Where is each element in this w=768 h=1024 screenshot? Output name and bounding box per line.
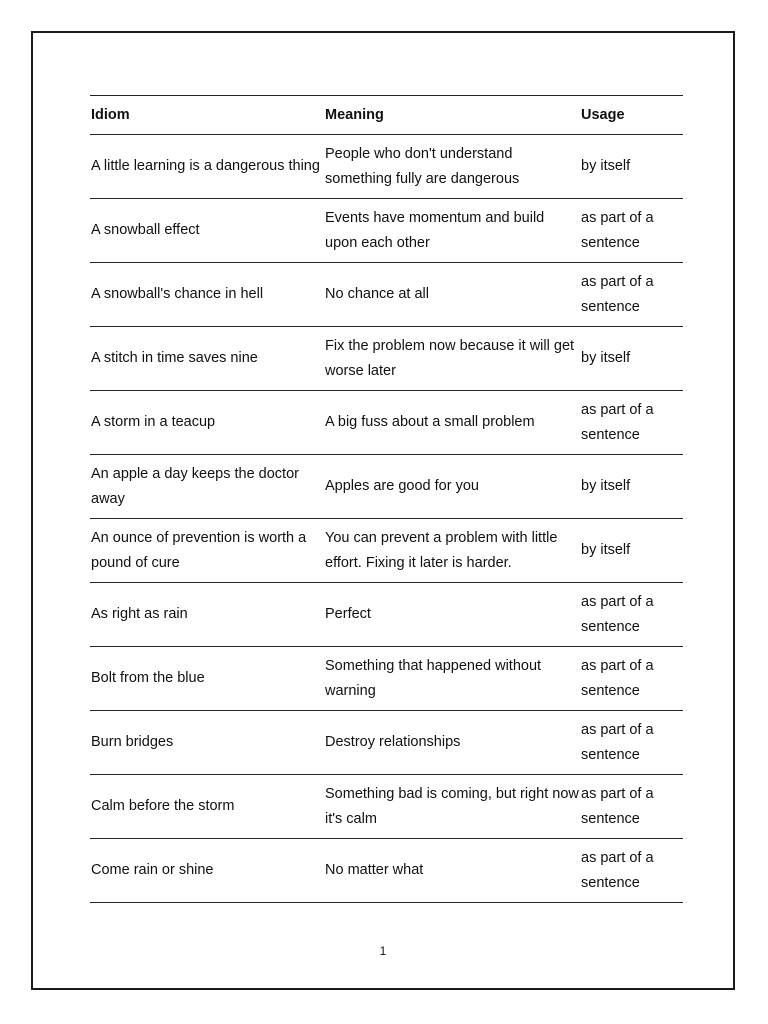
- idiom-cell: Calm before the storm: [90, 775, 324, 839]
- idiom-cell: A snowball's chance in hell: [90, 263, 324, 327]
- table-row: [90, 775, 683, 839]
- header-usage: Usage: [580, 96, 683, 135]
- table-row: [90, 135, 683, 199]
- meaning-cell: No matter what: [324, 839, 580, 903]
- header-meaning: Meaning: [324, 96, 580, 135]
- meaning-cell: Fix the problem now because it will get worse later: [324, 327, 580, 391]
- idiom-cell: Bolt from the blue: [90, 647, 324, 711]
- table-row: [90, 583, 683, 647]
- usage-cell: as part of a sentence: [580, 263, 683, 327]
- meaning-cell: People who don't understand something fully are dangerous: [324, 135, 580, 199]
- table-row: [90, 263, 683, 327]
- meaning-cell: Events have momentum and build upon each other: [324, 199, 580, 263]
- idiom-cell: A storm in a teacup: [90, 391, 324, 455]
- idiom-cell: A snowball effect: [90, 199, 324, 263]
- usage-cell: as part of a sentence: [580, 583, 683, 647]
- idiom-cell: Burn bridges: [90, 711, 324, 775]
- table-body: [90, 135, 683, 903]
- page-number: 1: [379, 944, 387, 958]
- usage-cell: as part of a sentence: [580, 775, 683, 839]
- table-row: [90, 199, 683, 263]
- usage-cell: as part of a sentence: [580, 647, 683, 711]
- usage-cell: as part of a sentence: [580, 711, 683, 775]
- idiom-cell: Come rain or shine: [90, 839, 324, 903]
- meaning-cell: You can prevent a problem with little effort. Fixing it later is harder.: [324, 519, 580, 583]
- table-header: [90, 96, 683, 135]
- table-row: [90, 647, 683, 711]
- table-row: [90, 455, 683, 519]
- usage-cell: by itself: [580, 135, 683, 199]
- meaning-cell: Perfect: [324, 583, 580, 647]
- usage-cell: as part of a sentence: [580, 391, 683, 455]
- meaning-cell: No chance at all: [324, 263, 580, 327]
- idiom-cell: A little learning is a dangerous thing: [90, 135, 324, 199]
- table-row: [90, 391, 683, 455]
- usage-cell: as part of a sentence: [580, 199, 683, 263]
- idiom-cell: As right as rain: [90, 583, 324, 647]
- header-row: [90, 96, 683, 135]
- usage-cell: by itself: [580, 455, 683, 519]
- table-row: [90, 327, 683, 391]
- usage-cell: by itself: [580, 327, 683, 391]
- meaning-cell: Something that happened without warning: [324, 647, 580, 711]
- table-row: [90, 839, 683, 903]
- meaning-cell: Destroy relationships: [324, 711, 580, 775]
- usage-cell: as part of a sentence: [580, 839, 683, 903]
- meaning-cell: A big fuss about a small problem: [324, 391, 580, 455]
- meaning-cell: Something bad is coming, but right now it's calm: [324, 775, 580, 839]
- header-idiom: Idiom: [90, 96, 324, 135]
- document-page: [31, 31, 735, 990]
- table-row: [90, 519, 683, 583]
- idiom-cell: An ounce of prevention is worth a pound of cure: [90, 519, 324, 583]
- idiom-table: [90, 95, 683, 903]
- meaning-cell: Apples are good for you: [324, 455, 580, 519]
- idiom-cell: A stitch in time saves nine: [90, 327, 324, 391]
- usage-cell: by itself: [580, 519, 683, 583]
- table-row: [90, 711, 683, 775]
- idiom-cell: An apple a day keeps the doctor away: [90, 455, 324, 519]
